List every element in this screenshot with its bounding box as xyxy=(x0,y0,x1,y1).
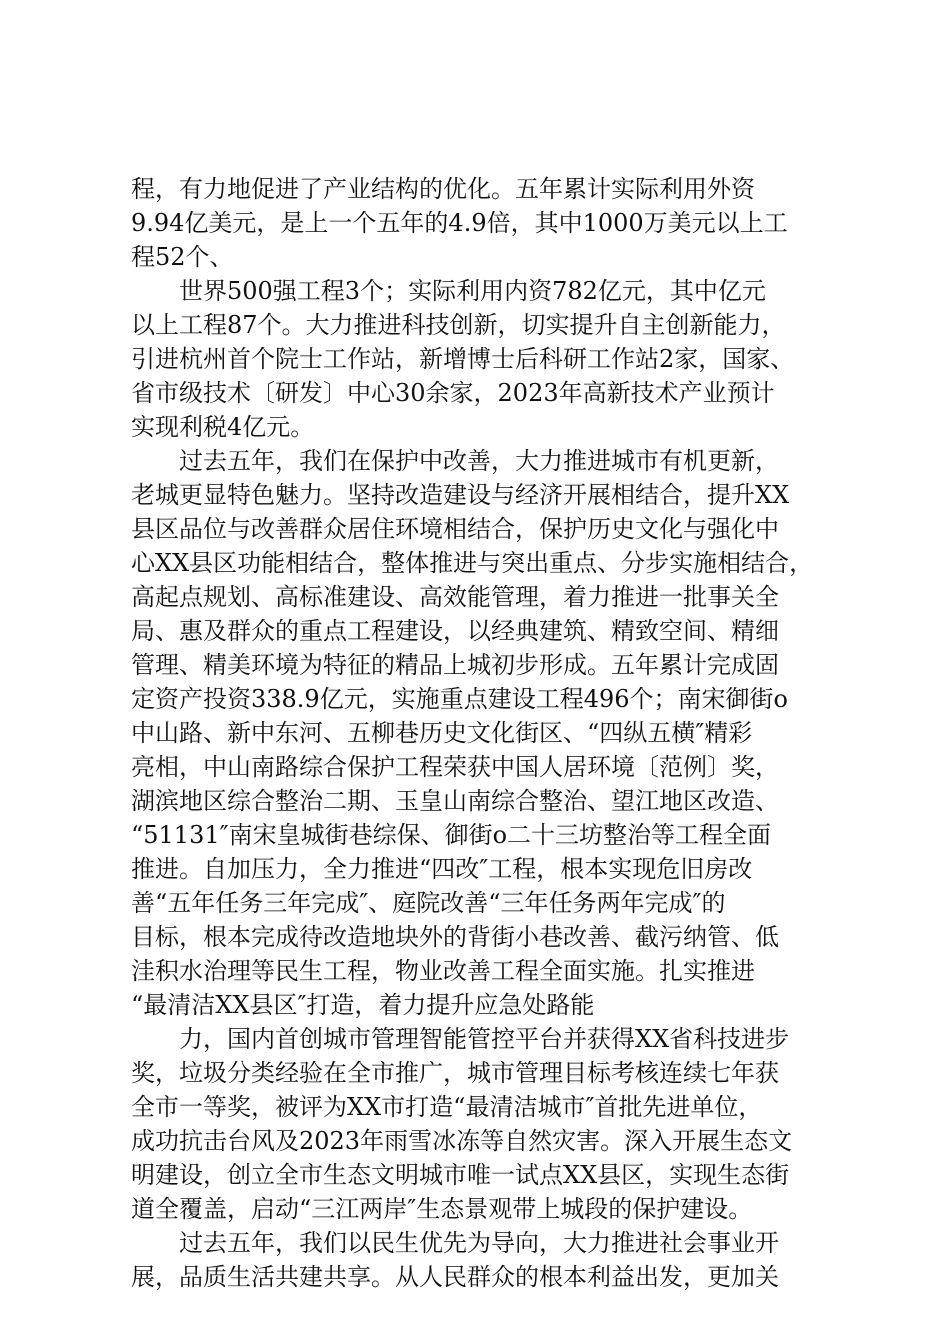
text-line: 力，国内首创城市管理智能管控平台并获得XX省科技进步 xyxy=(179,1025,790,1053)
text-line: 局、惠及群众的重点工程建设，以经典建筑、精致空间、精细 xyxy=(131,617,779,645)
text-line: 奖，垃圾分类经验在全市推广，城市管理目标考核连续七年获 xyxy=(131,1059,779,1087)
text-line: 程，有力地促进了产业结构的优化。五年累计实际利用外资 xyxy=(131,175,755,203)
text-line: 善“五年任务三年完成″、庭院改善“三年任务两年完成″的 xyxy=(131,889,726,917)
text-line: 高起点规划、高标准建设、高效能管理，着力推进一批事关全 xyxy=(131,583,779,611)
text-line: 中山路、新中东河、五柳巷历史文化街区、“四纵五横″精彩 xyxy=(131,719,753,747)
text-line: 引进杭州首个院士工作站，新增博士后科研工作站2家，国家、 xyxy=(131,345,795,373)
text-line: 老城更显特色魅力。坚持改造建设与经济开展相结合，提升XX xyxy=(131,481,790,509)
text-line: “51131″南宋皇城街巷综保、御街o二十三坊整治等工程全面 xyxy=(131,821,772,849)
text-line: 心XX县区功能相结合，整体推进与突出重点、分步实施相结合， xyxy=(131,549,814,577)
text-line: 实现利税4亿元。 xyxy=(131,413,315,441)
body-text xyxy=(131,172,851,1294)
text-line: 成功抗击台风及2023年雨雪冰冻等自然灾害。深入开展生态文 xyxy=(131,1127,793,1155)
text-line: 道全覆盖，启动“三江两岸″生态景观带上城段的保护建设。 xyxy=(131,1195,753,1223)
text-line: 以上工程87个。大力推进科技创新，切实提升自主创新能力， xyxy=(131,311,786,339)
text-line: 过去五年，我们在保护中改善，大力推进城市有机更新， xyxy=(179,447,779,475)
text-line: 省市级技术〔研发〕中心30余家，2023年高新技术产业预计 xyxy=(131,379,775,407)
text-line: 全市一等奖，被评为XX市打造“最清洁城市″首批先进单位， xyxy=(131,1093,763,1121)
text-line: 管理、精美环境为特征的精品上城初步形成。五年累计完成固 xyxy=(131,651,779,679)
text-line: 亮相，中山南路综合保护工程荣获中国人居环境〔范例〕奖， xyxy=(131,753,779,781)
text-line: 程52个、 xyxy=(131,243,234,271)
text-line: 湖滨地区综合整治二期、玉皇山南综合整治、望江地区改造、 xyxy=(131,787,779,815)
text-line: 世界500强工程3个；实际利用内资782亿元，其中亿元 xyxy=(179,277,766,305)
text-line: 过去五年，我们以民生优先为导向，大力推进社会事业开 xyxy=(179,1229,779,1257)
text-line: 目标，根本完成待改造地块外的背街小巷改善、截污纳管、低 xyxy=(131,923,779,951)
text-line: 展，品质生活共建共享。从人民群众的根本利益出发，更加关 xyxy=(131,1263,779,1291)
text-line: 9.94亿美元，是上一个五年的4.9倍，其中1000万美元以上工 xyxy=(131,209,788,237)
text-line: “最清洁XX县区″打造，着力提升应急处路能 xyxy=(131,991,595,1019)
text-line: 洼积水治理等民生工程，物业改善工程全面实施。扎实推进 xyxy=(131,957,755,985)
text-line: 推进。自加压力，全力推进“四改″工程，根本实现危旧房改 xyxy=(131,855,753,883)
text-line: 明建设，创立全市生态文明城市唯一试点XX县区，实现生态街 xyxy=(131,1161,790,1189)
text-line: 定资产投资338.9亿元，实施重点建设工程496个；南宋御街o xyxy=(131,685,788,713)
text-line: 县区品位与改善群众居住环境相结合，保护历史文化与强化中 xyxy=(131,515,779,543)
